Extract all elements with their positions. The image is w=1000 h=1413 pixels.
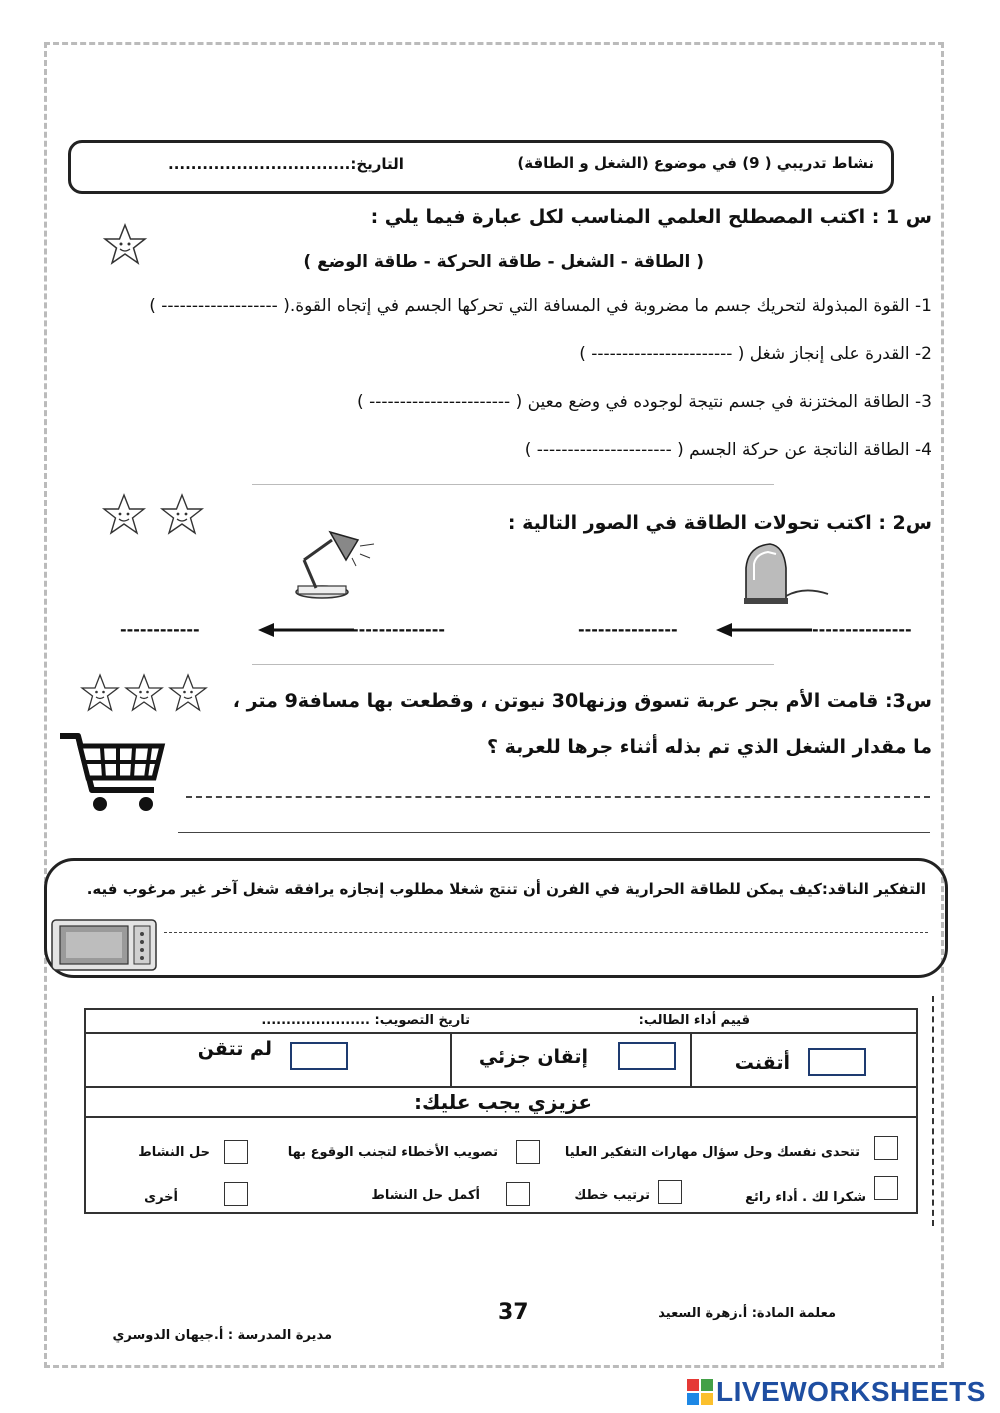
answer-line[interactable] bbox=[186, 796, 930, 798]
table-divider bbox=[450, 1032, 452, 1086]
correction-date-label: تاريخ التصويب: ...................... bbox=[261, 1013, 470, 1028]
desk-lamp-icon bbox=[286, 526, 386, 604]
student-performance-label: قييم أداء الطالب: bbox=[638, 1013, 750, 1028]
date-label: التاريخ:................................ bbox=[168, 155, 404, 173]
q2-left-blank-a[interactable]: ------------ bbox=[120, 620, 200, 639]
not-mastered-checkbox[interactable] bbox=[290, 1042, 348, 1070]
option-great-performance: شكرا لك . أداء رائع bbox=[745, 1190, 866, 1205]
option-correct-errors: تصويب الأخطاء لتجنب الوقوع بها bbox=[287, 1145, 498, 1160]
separator bbox=[252, 664, 774, 665]
answer-line[interactable] bbox=[178, 832, 930, 833]
table-divider bbox=[84, 1116, 918, 1118]
must-heading: عزيزي يجب عليك: bbox=[413, 1090, 592, 1114]
table-divider bbox=[84, 1032, 918, 1034]
option-challenge-checkbox[interactable] bbox=[874, 1136, 898, 1160]
side-marker bbox=[932, 996, 934, 1226]
q2-right-blank-b[interactable]: --------------- bbox=[812, 620, 912, 639]
option-solve-activity-checkbox[interactable] bbox=[224, 1140, 248, 1164]
option-complete-activity-checkbox[interactable] bbox=[506, 1182, 530, 1206]
option-complete-activity: أكمل حل النشاط bbox=[371, 1188, 480, 1203]
option-solve-activity: حل النشاط bbox=[138, 1145, 210, 1160]
table-divider bbox=[84, 1086, 918, 1088]
not-mastered-label: لم تتقن bbox=[197, 1038, 272, 1060]
q2-left-blank-b[interactable]: -------------- bbox=[352, 620, 445, 639]
q2-heading: س2 : اكتب تحولات الطاقة في الصور التالية : bbox=[507, 512, 932, 534]
q1-heading: س 1 : اكتب المصطلح العلمي المناسب لكل عبارة فيما يلي : bbox=[370, 206, 932, 228]
arrow-left-icon bbox=[716, 620, 812, 640]
shopping-cart-icon bbox=[58, 728, 166, 814]
option-other: أخرى bbox=[144, 1190, 178, 1205]
option-challenge: تتحدى نفسك وحل سؤال مهارات التفكير العليا bbox=[564, 1145, 860, 1160]
page-number: 37 bbox=[498, 1300, 529, 1325]
option-great-performance-checkbox[interactable] bbox=[874, 1176, 898, 1200]
q3-line-1: س3: قامت الأم بجر عربة تسوق وزنها30 نيوتن ، وقطعت بها مسافة9 متر ، bbox=[232, 690, 932, 712]
critical-thinking-question: التفكير الناقد:كيف يمكن للطاقة الحرارية في الفرن أن تنتج شغلا مطلوب إنجازه يرافقه شغل آخر غير مرغوب فيه. bbox=[86, 880, 926, 898]
option-handwriting: ترتيب خطك bbox=[574, 1188, 650, 1203]
iron-icon bbox=[740, 540, 832, 606]
worksheet-title: نشاط تدريبي ( 9) في موضوع (الشغل و الطاقة) bbox=[517, 154, 874, 172]
q1-item-3[interactable]: 3- الطاقة المختزنة في جسم نتيجة لوجوده في وضع معين ( ----------------------- ) bbox=[357, 392, 932, 412]
mastered-label: أتقنت bbox=[734, 1052, 790, 1074]
q2-right-blank-a[interactable]: --------------- bbox=[578, 620, 678, 639]
liveworksheets-logo-icon bbox=[686, 1378, 714, 1406]
two-stars-icon bbox=[98, 492, 210, 542]
q1-item-1[interactable]: 1- القوة المبذولة لتحريك جسم ما مضروبة في المسافة التي تحركها الجسم في إتجاه القوة.( ------------------- ) bbox=[149, 296, 932, 316]
partial-mastery-label: إتقان جزئي bbox=[478, 1046, 588, 1068]
option-handwriting-checkbox[interactable] bbox=[658, 1180, 682, 1204]
q1-item-2[interactable]: 2- القدرة على إنجاز شغل ( ----------------------- ) bbox=[579, 344, 932, 364]
answer-line[interactable] bbox=[164, 932, 928, 933]
star-icon bbox=[102, 222, 148, 268]
q3-line-2: ما مقدار الشغل الذي تم بذله أثناء جرها للعربة ؟ bbox=[487, 736, 932, 758]
mastered-checkbox[interactable] bbox=[808, 1048, 866, 1076]
separator bbox=[252, 484, 774, 485]
q1-item-4[interactable]: 4- الطاقة الناتجة عن حركة الجسم ( ---------------------- ) bbox=[524, 440, 932, 460]
three-stars-icon bbox=[78, 672, 218, 722]
table-divider bbox=[690, 1032, 692, 1086]
option-correct-errors-checkbox[interactable] bbox=[516, 1140, 540, 1164]
teacher-name: معلمة المادة: أ.زهرة السعيد bbox=[658, 1306, 836, 1321]
principal-name: مديرة المدرسة : أ.جيهان الدوسري bbox=[112, 1328, 332, 1343]
arrow-left-icon bbox=[258, 620, 354, 640]
microwave-icon bbox=[50, 916, 160, 974]
q1-options: ( الطاقة - الشغل - طاقة الحركة - طاقة الوضع ) bbox=[303, 252, 704, 272]
option-other-checkbox[interactable] bbox=[224, 1182, 248, 1206]
critical-thinking-box bbox=[44, 858, 948, 978]
partial-mastery-checkbox[interactable] bbox=[618, 1042, 676, 1070]
liveworksheets-brand: LIVEWORKSHEETS bbox=[716, 1376, 986, 1407]
